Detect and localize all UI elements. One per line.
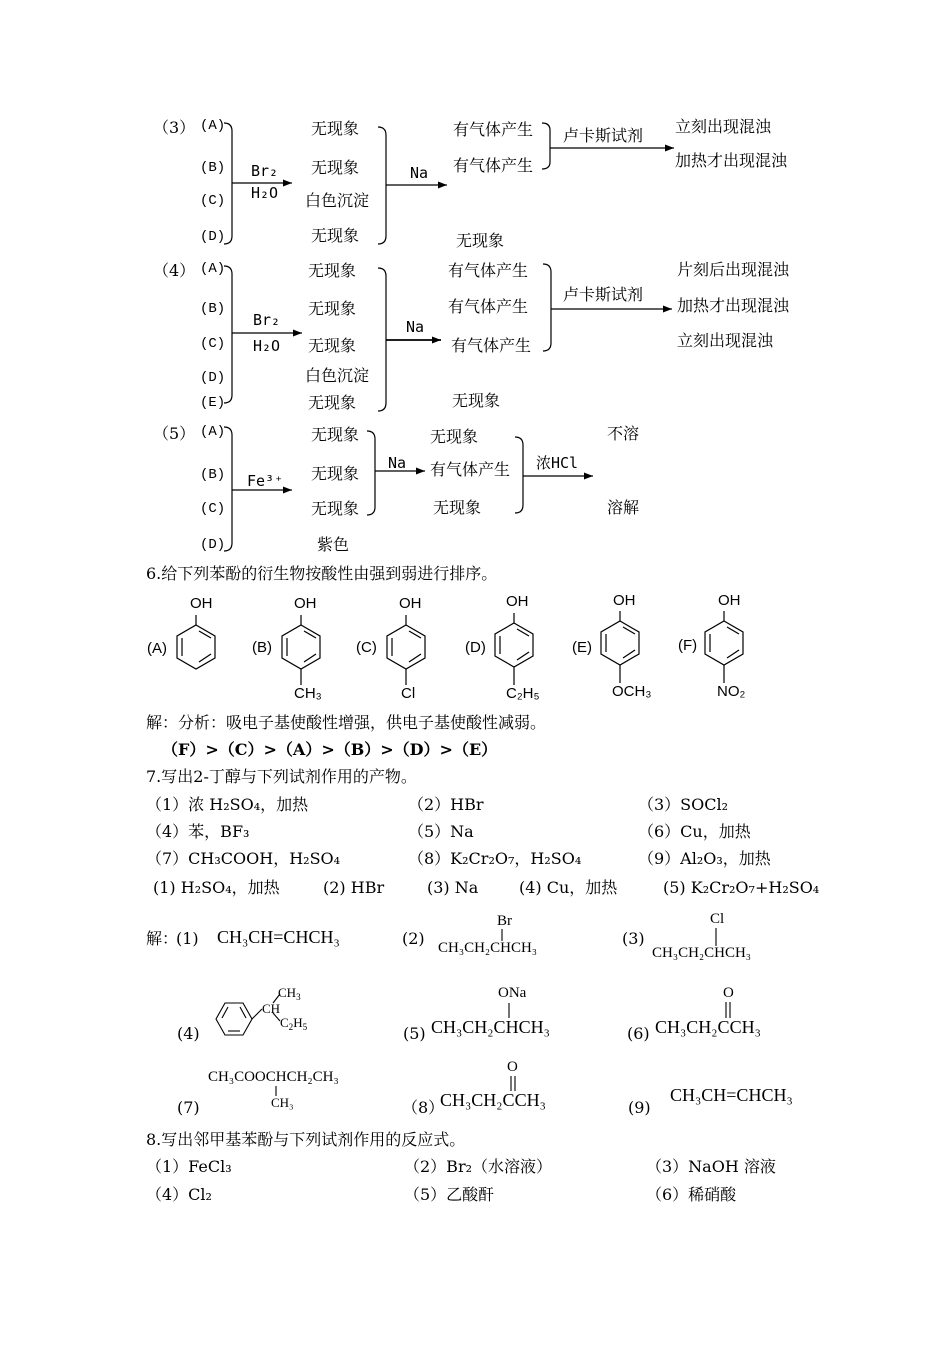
bond xyxy=(273,1013,280,1021)
result: 无现象 xyxy=(308,299,357,318)
reagent-item: （4）苯，BF₃ xyxy=(146,822,250,841)
label-c: (C) xyxy=(200,193,226,209)
label-c: (C) xyxy=(200,336,226,352)
substituent: NO₂ xyxy=(717,683,746,700)
ch3-group: $CH_3$ xyxy=(278,985,301,1002)
structure-label: (C) xyxy=(356,639,377,656)
reagent-item: （8）K₂Cr₂O₇，H₂SO₄ xyxy=(408,849,582,868)
reagent-item: （2）Br₂（水溶液） xyxy=(404,1157,553,1176)
product-formula: CH₃CH₂CCH₃ xyxy=(655,1017,761,1037)
result: 有气体产生 xyxy=(453,120,534,139)
product-number: (5) xyxy=(403,1024,426,1043)
substituent: OCH₃ xyxy=(612,683,652,700)
reagent-item: （9）Al₂O₃，加热 xyxy=(638,849,771,868)
reagent-na: Na xyxy=(410,164,429,182)
label-b: (B) xyxy=(200,467,226,483)
label-b: (B) xyxy=(200,301,226,317)
answer-prefix: 解： xyxy=(146,929,179,948)
reagent-item: （1）浓 H₂SO₄，加热 xyxy=(146,795,309,814)
oh-group: OH xyxy=(399,595,422,612)
substituent: Cl xyxy=(710,911,725,927)
q6-answer: （F）>（C）>（A）>（B）>（D）>（E） xyxy=(162,740,498,759)
result: 加热才出现混浊 xyxy=(675,151,788,170)
reagent-item: （4）Cl₂ xyxy=(146,1185,212,1204)
c2h5-group: $C_2H_5$ xyxy=(280,1015,308,1032)
label-b: (B) xyxy=(200,160,226,176)
result: 有气体产生 xyxy=(430,460,511,479)
result: 无现象 xyxy=(433,498,482,517)
result: 溶解 xyxy=(607,498,640,517)
substituent: ONa xyxy=(498,985,527,1001)
reagent-lucas: 卢卡斯试剂 xyxy=(563,285,644,304)
label-a: (A) xyxy=(200,424,226,440)
substituent: CH₃ xyxy=(271,1095,294,1110)
result: 有气体产生 xyxy=(453,156,534,175)
question-7-title: 7.写出2-丁醇与下列试剂作用的产物。 xyxy=(146,767,417,786)
result: 无现象 xyxy=(308,393,357,412)
question-8-title: 8.写出邻甲基苯酚与下列试剂作用的反应式。 xyxy=(146,1130,466,1149)
structure-label: (D) xyxy=(465,639,486,656)
scheme-5-number: （5） xyxy=(153,424,196,443)
question-6-title: 6.给下列苯酚的衍生物按酸性由强到弱进行排序。 xyxy=(146,564,498,583)
bond xyxy=(273,994,280,1003)
oh-group: OH xyxy=(190,595,213,612)
product-number: (2) xyxy=(402,929,425,948)
product-formula: CH₃CH₂CHCH₃ xyxy=(652,945,752,961)
result: 白色沉淀 xyxy=(305,366,370,385)
extra-item: (4) Cu，加热 xyxy=(519,878,618,897)
reagent-item: （7）CH₃COOH，H₂SO₄ xyxy=(146,849,341,868)
result: 无现象 xyxy=(311,425,360,444)
extra-item: (3) Na xyxy=(427,878,479,897)
result: 片刻后出现混浊 xyxy=(677,260,790,279)
structure-label: (F) xyxy=(678,637,698,654)
label-a: (A) xyxy=(200,118,226,134)
reagent-lucas: 卢卡斯试剂 xyxy=(563,126,644,145)
result: 无现象 xyxy=(311,499,360,518)
product-formula: CH₃CH₂CCH₃ xyxy=(440,1090,546,1110)
scheme-3-number: （3） xyxy=(153,118,196,137)
reagent-hcl: 浓HCl xyxy=(536,454,579,472)
extra-item: (2) HBr xyxy=(323,878,385,897)
result: 有气体产生 xyxy=(448,297,529,316)
product-number: (7) xyxy=(177,1098,200,1117)
reagent-item: （5）Na xyxy=(408,822,474,841)
reagent-item: （3）NaOH 溶液 xyxy=(646,1157,776,1176)
reagent-item: （5）乙酸酐 xyxy=(404,1185,495,1204)
product-number: （8） xyxy=(402,1098,445,1117)
result: 加热才出现混浊 xyxy=(677,296,790,315)
q6-analysis: 解：分析：吸电子基使酸性增强，供电子基使酸性减弱。 xyxy=(146,713,547,732)
product-formula: CH₃CH₂CHCH₃ xyxy=(431,1017,550,1037)
structure-label: (B) xyxy=(252,639,272,656)
product-number: (4) xyxy=(177,1024,200,1043)
reagent-item: （2）HBr xyxy=(408,795,484,814)
product-number: (9) xyxy=(628,1098,651,1117)
reagent-br2: Br₂ xyxy=(251,162,279,180)
structure-label: (A) xyxy=(147,640,167,657)
product-formula: CH₃CH=CHCH₃ xyxy=(670,1085,793,1105)
bond xyxy=(252,1009,262,1019)
label-c: (C) xyxy=(200,501,226,517)
result: 无现象 xyxy=(430,427,479,446)
result: 白色沉淀 xyxy=(305,191,370,210)
product-number: (6) xyxy=(627,1024,650,1043)
result: 立刻出现混浊 xyxy=(675,117,772,136)
reagent-h2o: H₂O xyxy=(251,184,279,202)
reagent-fe3: Fe³⁺ xyxy=(247,472,284,490)
product-formula: CH₃CH=CHCH₃ xyxy=(217,927,340,947)
result: 无现象 xyxy=(308,336,357,355)
result: 无现象 xyxy=(311,119,360,138)
result: 有气体产生 xyxy=(448,261,529,280)
label-e: (E) xyxy=(200,395,226,411)
reagent-na: Na xyxy=(406,318,425,336)
product-number: (1) xyxy=(176,929,199,948)
result: 无现象 xyxy=(452,391,501,410)
structure-label: (E) xyxy=(572,639,592,656)
result: 无现象 xyxy=(311,158,360,177)
extra-item: (5) K₂Cr₂O₇+H₂SO₄ xyxy=(663,878,820,897)
oh-group: OH xyxy=(718,592,741,609)
extra-item: (1) H₂SO₄，加热 xyxy=(153,878,280,897)
result: 不溶 xyxy=(607,424,640,443)
substituent: Cl xyxy=(401,685,416,702)
product-number: (3) xyxy=(622,929,645,948)
result: 紫色 xyxy=(317,535,350,554)
substituent: O xyxy=(507,1059,518,1075)
substituent: Br xyxy=(497,913,512,929)
reagent-item: （3）SOCl₂ xyxy=(638,795,729,814)
benzene-ring-product-4 xyxy=(216,1003,252,1035)
result: 无现象 xyxy=(456,231,505,250)
ch-group: CH xyxy=(262,1001,281,1016)
label-a: (A) xyxy=(200,261,226,277)
substituent: O xyxy=(723,985,734,1001)
result: 无现象 xyxy=(311,464,360,483)
label-d: (D) xyxy=(200,370,226,386)
reagent-h2o: H₂O xyxy=(253,337,281,355)
oh-group: OH xyxy=(506,593,529,610)
product-formula: CH₃COOCHCH₂CH₃ xyxy=(208,1069,339,1085)
label-d: (D) xyxy=(200,537,226,553)
reagent-br2: Br₂ xyxy=(253,311,281,329)
oh-group: OH xyxy=(294,595,317,612)
label-d: (D) xyxy=(200,229,226,245)
substituent: CH₃ xyxy=(294,685,322,702)
reagent-na: Na xyxy=(388,454,407,472)
result: 无现象 xyxy=(311,226,360,245)
reagent-item: （1）FeCl₃ xyxy=(146,1157,232,1176)
result: 立刻出现混浊 xyxy=(677,331,774,350)
substituent: C₂H₅ xyxy=(506,685,540,702)
oh-group: OH xyxy=(613,592,636,609)
result: 有气体产生 xyxy=(451,336,532,355)
reagent-item: （6）稀硝酸 xyxy=(646,1185,737,1204)
scheme-4-number: （4） xyxy=(153,261,196,280)
result: 无现象 xyxy=(308,261,357,280)
product-formula: CH₃CH₂CHCH₃ xyxy=(438,940,538,956)
reagent-item: （6）Cu，加热 xyxy=(638,822,751,841)
